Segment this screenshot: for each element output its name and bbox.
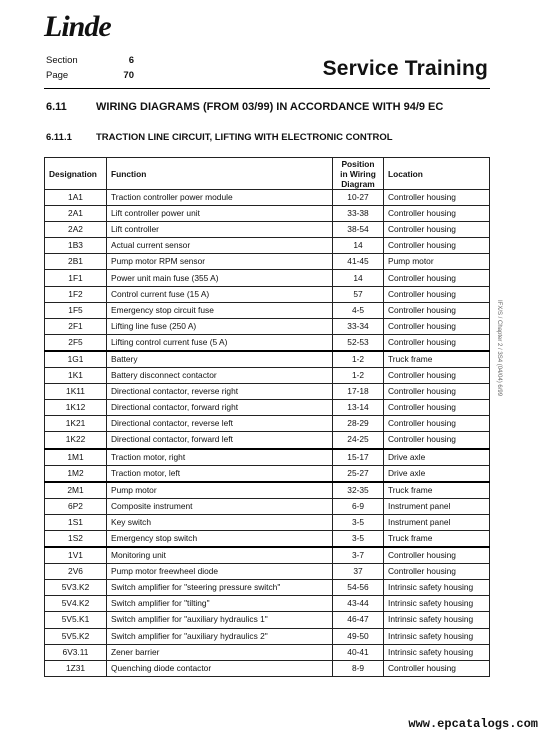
cell-position: 13-14 bbox=[333, 400, 384, 416]
cell-function: Lift controller power unit bbox=[107, 206, 333, 222]
table-row bbox=[45, 596, 490, 612]
cell-designation: 2V6 bbox=[45, 564, 107, 580]
cell-location: Controller housing bbox=[384, 286, 490, 302]
cell-function: Switch amplifier for "auxiliary hydraulics 1" bbox=[107, 612, 333, 628]
cell-position: 33-38 bbox=[333, 206, 384, 222]
table-row bbox=[45, 644, 490, 660]
cell-position: 54-56 bbox=[333, 580, 384, 596]
cell-position: 15-17 bbox=[333, 449, 384, 466]
cell-function: Switch amplifier for "steering pressure switch" bbox=[107, 580, 333, 596]
cell-position: 1-2 bbox=[333, 368, 384, 384]
cell-designation: 1F2 bbox=[45, 286, 107, 302]
cell-designation: 1F5 bbox=[45, 302, 107, 318]
table-row bbox=[45, 334, 490, 351]
cell-position: 1-2 bbox=[333, 351, 384, 368]
cell-designation: 1K21 bbox=[45, 416, 107, 432]
cell-designation: 1K22 bbox=[45, 432, 107, 449]
table-row bbox=[45, 612, 490, 628]
cell-designation: 1G1 bbox=[45, 351, 107, 368]
table-row bbox=[45, 416, 490, 432]
cell-position: 37 bbox=[333, 564, 384, 580]
cell-designation: 1B3 bbox=[45, 238, 107, 254]
section-heading bbox=[46, 101, 443, 113]
cell-designation: 5V4.K2 bbox=[45, 596, 107, 612]
table-row bbox=[45, 254, 490, 270]
subsection-heading-text: TRACTION LINE CIRCUIT, LIFTING WITH ELECTRONIC CONTROL bbox=[96, 132, 393, 143]
page-title: Service Training bbox=[322, 57, 488, 80]
cell-designation: 6P2 bbox=[45, 498, 107, 514]
cell-location: Controller housing bbox=[384, 206, 490, 222]
table-row bbox=[45, 514, 490, 530]
cell-position: 25-27 bbox=[333, 465, 384, 482]
cell-designation: 1S2 bbox=[45, 530, 107, 547]
column-header-designation: Designation bbox=[45, 158, 107, 190]
cell-designation: 1K11 bbox=[45, 384, 107, 400]
cell-designation: 2F5 bbox=[45, 334, 107, 351]
cell-designation: 1V1 bbox=[45, 547, 107, 564]
cell-function: Battery disconnect contactor bbox=[107, 368, 333, 384]
cell-designation: 2F1 bbox=[45, 318, 107, 334]
cell-designation: 5V3.K2 bbox=[45, 580, 107, 596]
cell-location: Controller housing bbox=[384, 400, 490, 416]
cell-position: 14 bbox=[333, 238, 384, 254]
cell-location: Drive axle bbox=[384, 449, 490, 466]
cell-designation: 2B1 bbox=[45, 254, 107, 270]
wiring-table bbox=[44, 157, 490, 677]
cell-designation: 1M1 bbox=[45, 449, 107, 466]
table-row bbox=[45, 351, 490, 368]
table-row bbox=[45, 302, 490, 318]
cell-function: Directional contactor, reverse left bbox=[107, 416, 333, 432]
cell-location: Truck frame bbox=[384, 530, 490, 547]
table-row bbox=[45, 465, 490, 482]
cell-function: Switch amplifier for "auxiliary hydraulics 2" bbox=[107, 628, 333, 644]
header-divider bbox=[44, 88, 490, 89]
cell-location: Instrument panel bbox=[384, 514, 490, 530]
cell-position: 3-5 bbox=[333, 530, 384, 547]
cell-function: Quenching diode contactor bbox=[107, 660, 333, 676]
cell-position: 57 bbox=[333, 286, 384, 302]
page-label: Page bbox=[46, 70, 69, 81]
cell-position: 43-44 bbox=[333, 596, 384, 612]
cell-position: 17-18 bbox=[333, 384, 384, 400]
cell-position: 41-45 bbox=[333, 254, 384, 270]
section-value: 6 bbox=[128, 55, 134, 66]
cell-position: 6-9 bbox=[333, 498, 384, 514]
cell-location: Controller housing bbox=[384, 238, 490, 254]
table-row bbox=[45, 190, 490, 206]
column-header-location: Location bbox=[384, 158, 490, 190]
table-body bbox=[45, 190, 490, 677]
cell-location: Drive axle bbox=[384, 465, 490, 482]
table-row bbox=[45, 564, 490, 580]
side-reference-note: IFX/S / Chapter 2 / 3S4 (04/04) 6/99 bbox=[496, 300, 502, 397]
cell-position: 14 bbox=[333, 270, 384, 286]
cell-position: 3-7 bbox=[333, 547, 384, 564]
cell-designation: 5V5.K2 bbox=[45, 628, 107, 644]
cell-function: Switch amplifier for "tilting" bbox=[107, 596, 333, 612]
cell-position: 28-29 bbox=[333, 416, 384, 432]
cell-location: Controller housing bbox=[384, 384, 490, 400]
table-row bbox=[45, 286, 490, 302]
column-header-function: Function bbox=[107, 158, 333, 190]
cell-function: Traction motor, right bbox=[107, 449, 333, 466]
table-row bbox=[45, 206, 490, 222]
table-row bbox=[45, 368, 490, 384]
table-row bbox=[45, 580, 490, 596]
cell-function: Power unit main fuse (355 A) bbox=[107, 270, 333, 286]
table-row bbox=[45, 384, 490, 400]
cell-location: Controller housing bbox=[384, 547, 490, 564]
cell-designation: 1K12 bbox=[45, 400, 107, 416]
section-label: Section bbox=[46, 55, 78, 66]
cell-location: Intrinsic safety housing bbox=[384, 644, 490, 660]
cell-location: Intrinsic safety housing bbox=[384, 596, 490, 612]
cell-location: Controller housing bbox=[384, 564, 490, 580]
cell-designation: 1A1 bbox=[45, 190, 107, 206]
cell-location: Intrinsic safety housing bbox=[384, 612, 490, 628]
cell-location: Intrinsic safety housing bbox=[384, 628, 490, 644]
cell-location: Truck frame bbox=[384, 482, 490, 499]
cell-position: 10-27 bbox=[333, 190, 384, 206]
cell-location: Controller housing bbox=[384, 318, 490, 334]
cell-location: Instrument panel bbox=[384, 498, 490, 514]
cell-location: Controller housing bbox=[384, 222, 490, 238]
cell-designation: 1F1 bbox=[45, 270, 107, 286]
cell-position: 40-41 bbox=[333, 644, 384, 660]
cell-position: 49-50 bbox=[333, 628, 384, 644]
cell-function: Key switch bbox=[107, 514, 333, 530]
cell-function: Directional contactor, forward left bbox=[107, 432, 333, 449]
cell-position: 38-54 bbox=[333, 222, 384, 238]
cell-location: Controller housing bbox=[384, 416, 490, 432]
cell-position: 46-47 bbox=[333, 612, 384, 628]
section-page-info bbox=[46, 53, 134, 83]
subsection-heading-number: 6.11.1 bbox=[46, 132, 72, 143]
cell-position: 4-5 bbox=[333, 302, 384, 318]
cell-function: Pump motor RPM sensor bbox=[107, 254, 333, 270]
table-row bbox=[45, 628, 490, 644]
table-row bbox=[45, 400, 490, 416]
cell-designation: 2M1 bbox=[45, 482, 107, 499]
table-row bbox=[45, 530, 490, 547]
cell-function: Lifting line fuse (250 A) bbox=[107, 318, 333, 334]
cell-designation: 2A2 bbox=[45, 222, 107, 238]
cell-function: Traction controller power module bbox=[107, 190, 333, 206]
cell-function: Emergency stop circuit fuse bbox=[107, 302, 333, 318]
table-row bbox=[45, 498, 490, 514]
table-row bbox=[45, 482, 490, 499]
cell-position: 3-5 bbox=[333, 514, 384, 530]
page-value: 70 bbox=[123, 70, 134, 81]
cell-designation: 1Z31 bbox=[45, 660, 107, 676]
cell-location: Controller housing bbox=[384, 270, 490, 286]
cell-position: 52-53 bbox=[333, 334, 384, 351]
table-header-row bbox=[45, 158, 490, 190]
cell-location: Controller housing bbox=[384, 190, 490, 206]
cell-function: Directional contactor, forward right bbox=[107, 400, 333, 416]
cell-position: 33-34 bbox=[333, 318, 384, 334]
cell-designation: 5V5.K1 bbox=[45, 612, 107, 628]
cell-function: Directional contactor, reverse right bbox=[107, 384, 333, 400]
cell-function: Pump motor bbox=[107, 482, 333, 499]
section-heading-number: 6.11 bbox=[46, 101, 67, 113]
cell-location: Controller housing bbox=[384, 334, 490, 351]
cell-function: Lift controller bbox=[107, 222, 333, 238]
cell-function: Control current fuse (15 A) bbox=[107, 286, 333, 302]
cell-designation: 2A1 bbox=[45, 206, 107, 222]
table-row bbox=[45, 660, 490, 676]
cell-designation: 6V3.11 bbox=[45, 644, 107, 660]
cell-location: Controller housing bbox=[384, 368, 490, 384]
cell-designation: 1S1 bbox=[45, 514, 107, 530]
cell-position: 24-25 bbox=[333, 432, 384, 449]
cell-function: Monitoring unit bbox=[107, 547, 333, 564]
cell-function: Lifting control current fuse (5 A) bbox=[107, 334, 333, 351]
table-row bbox=[45, 222, 490, 238]
cell-function: Traction motor, left bbox=[107, 465, 333, 482]
cell-designation: 1K1 bbox=[45, 368, 107, 384]
cell-location: Controller housing bbox=[384, 302, 490, 318]
cell-function: Zener barrier bbox=[107, 644, 333, 660]
section-heading-text: WIRING DIAGRAMS (FROM 03/99) IN ACCORDANCE WITH 94/9 EC bbox=[96, 101, 444, 113]
table-row bbox=[45, 318, 490, 334]
table-row bbox=[45, 432, 490, 449]
cell-designation: 1M2 bbox=[45, 465, 107, 482]
cell-location: Truck frame bbox=[384, 351, 490, 368]
cell-location: Intrinsic safety housing bbox=[384, 580, 490, 596]
cell-position: 8-9 bbox=[333, 660, 384, 676]
cell-function: Emergency stop switch bbox=[107, 530, 333, 547]
footer-url: www.epcatalogs.com bbox=[408, 717, 538, 731]
cell-location: Pump motor bbox=[384, 254, 490, 270]
table-row bbox=[45, 449, 490, 466]
table-row bbox=[45, 238, 490, 254]
table-row bbox=[45, 547, 490, 564]
cell-location: Controller housing bbox=[384, 660, 490, 676]
cell-function: Actual current sensor bbox=[107, 238, 333, 254]
linde-logo: Linde bbox=[44, 10, 111, 43]
subsection-heading bbox=[46, 132, 393, 143]
cell-location: Controller housing bbox=[384, 432, 490, 449]
cell-function: Battery bbox=[107, 351, 333, 368]
cell-function: Pump motor freewheel diode bbox=[107, 564, 333, 580]
cell-function: Composite instrument bbox=[107, 498, 333, 514]
table-row bbox=[45, 270, 490, 286]
cell-position: 32-35 bbox=[333, 482, 384, 499]
column-header-position: Position in Wiring Diagram bbox=[333, 158, 384, 190]
